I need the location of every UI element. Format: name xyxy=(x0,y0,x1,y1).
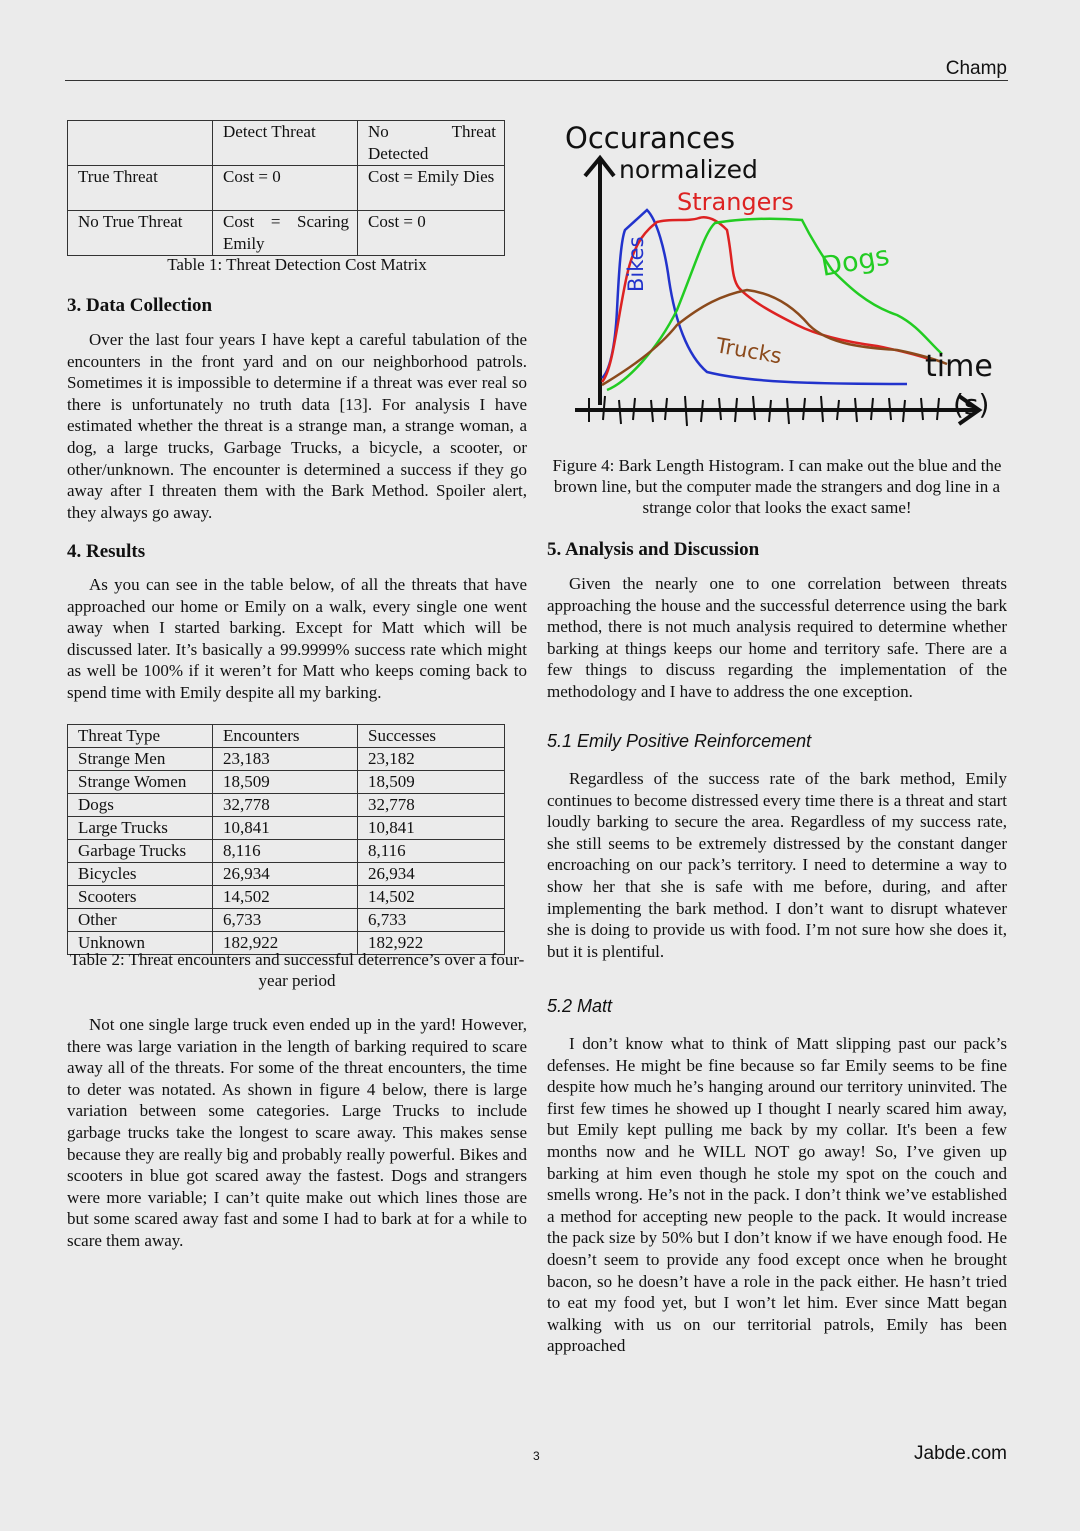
table-header-row xyxy=(68,725,505,748)
section-4-heading: 4. Results xyxy=(67,541,146,562)
table2-caption: Table 2: Threat encounters and successful deterrence’s over a four-year period xyxy=(69,950,525,990)
table-cell: Bicycles xyxy=(68,863,213,886)
running-header: Champ xyxy=(945,58,1007,79)
table-row xyxy=(68,211,505,256)
table-cell: 14,502 xyxy=(358,886,505,909)
table-cell: No Threat Detected xyxy=(358,121,505,166)
page-number: 3 xyxy=(533,1449,540,1463)
table-cell: 14,502 xyxy=(213,886,358,909)
cost-matrix-table xyxy=(67,120,505,256)
table-row xyxy=(68,817,505,840)
bikes-label: Bikes xyxy=(624,236,648,292)
table-row xyxy=(68,794,505,817)
table-cell: Scooters xyxy=(68,886,213,909)
table-cell: 23,183 xyxy=(213,748,358,771)
y-axis-label-line2: normalized xyxy=(619,155,758,184)
subsection-5-1-body: Regardless of the success rate of the bark method, Emily continues to become distressed every time there is a threat and start loudly barking to secure the area. Regardless of my success rate, she still seems to be extremely distressed by the constant danger encroaching on our pack’s territory. I need to determine a way to show her that she is safe with me before, during, and after implementing the bark method. I don’t want to disrupt whatever she is doing to provide us with food. I’m not sure how she does it, but it is plentiful. xyxy=(547,769,1007,961)
table-cell: Cost = 0 xyxy=(358,211,505,256)
section-5-body: Given the nearly one to one correlation between threats approaching the house and the successful deterrence using the bark method, there is not much analysis required to determine whether barking at things keeps our home and territory safe. There are a few things to discuss regarding the implementation of the methodology and I have to address the one exception. xyxy=(547,574,1007,701)
table-cell: Cost = Scaring Emily xyxy=(213,211,358,256)
table-cell: Strange Women xyxy=(68,771,213,794)
section-4-body-continued: Not one single large truck even ended up in the yard! However, there was large variation in the length of barking required to scare away all of the threats. For some of the threat encounters, the time to deter was notated. As shown in figure 4 below, there is large variation between some categories. Large Trucks to include garbage trucks take the longest to scare away. This makes sense because they are really big and probably really powerful. Bikes and scooters in blue got scared away the fastest. Dogs and strangers were more variable; I can’t quite make out which lines those are but some scared away fast and some I had to bark at for a while to scare them away. xyxy=(67,1015,527,1250)
strangers-label: Strangers xyxy=(677,188,794,216)
section-3-heading: 3. Data Collection xyxy=(67,295,213,316)
table-cell: 10,841 xyxy=(213,817,358,840)
table-cell: 182,922 xyxy=(213,932,358,955)
table-cell xyxy=(68,121,213,166)
column-header: Successes xyxy=(358,725,505,748)
column-header: Encounters xyxy=(213,725,358,748)
table-row xyxy=(68,863,505,886)
table-cell: 23,182 xyxy=(358,748,505,771)
trucks-curve xyxy=(602,290,947,385)
table-cell: No True Threat xyxy=(68,211,213,256)
table-cell: 6,733 xyxy=(358,909,505,932)
section-5-heading: 5. Analysis and Discussion xyxy=(547,539,760,560)
table-row xyxy=(68,840,505,863)
trucks-label: Trucks xyxy=(714,333,784,369)
table-row xyxy=(68,886,505,909)
table-cell: 18,509 xyxy=(358,771,505,794)
table-cell: Strange Men xyxy=(68,748,213,771)
header-rule xyxy=(65,80,1008,81)
table1-caption: Table 1: Threat Detection Cost Matrix xyxy=(167,255,427,274)
table-cell: Detect Threat xyxy=(213,121,358,166)
table-row xyxy=(68,166,505,211)
subsection-5-1-heading: 5.1 Emily Positive Reinforcement xyxy=(547,731,812,751)
table-cell: Garbage Trucks xyxy=(68,840,213,863)
table-cell: 6,733 xyxy=(213,909,358,932)
section-3-body: Over the last four years I have kept a careful tabulation of the encounters in the front yard and on our neighborhood patrols. Sometimes it is impossible to determine if a threat was ever real so there is unfortunately no truth data [13]. For analysis I have estimated whether the threat is a strange man, a strange woman, a dog, a large trucks, Garbage Trucks, a bicycle, a scooter, or other/unknown. The encounter is determined a success if they go away after I threaten them with the Bark Method. Spoiler alert, they always go away. xyxy=(67,330,527,522)
table-cell: 8,116 xyxy=(213,840,358,863)
column-header: Threat Type xyxy=(68,725,213,748)
table-cell: 26,934 xyxy=(213,863,358,886)
subsection-5-2-body: I don’t know what to think of Matt slipping past our pack’s defenses. He might be fine because so far Emily seems to be fine despite how much he’s hanging around our territory uninvited. The first few times he showed up I thought I nearly scared him away, but Emily kept pulling me back by my collar. It's been a few months now and he WILL NOT go away! So, I’ve given up barking at him even though he stole my spot on the couch and smells wrong. He’s not in the pack. I don’t think we’ve established a method for accepting new people to the pack. It would increase the pack size by 50% but I don’t know if we have enough food. He doesn’t seem to provide any food except once when he brought bacon, so he doesn’t have a role in the pack either. He hasn’t tried to eat my food yet, but I won’t let him. Ever since Matt began walking with us on our territorial patrols, Emily has been approached xyxy=(547,1034,1007,1356)
bark-length-histogram xyxy=(547,110,1007,440)
table-cell: True Threat xyxy=(68,166,213,211)
table-cell: Unknown xyxy=(68,932,213,955)
table-cell: Large Trucks xyxy=(68,817,213,840)
table-cell: 10,841 xyxy=(358,817,505,840)
x-axis-label: time xyxy=(925,349,993,384)
table-row xyxy=(68,121,505,166)
y-axis-label: Occurances xyxy=(565,121,736,155)
table-cell: 8,116 xyxy=(358,840,505,863)
dogs-label: Dogs xyxy=(818,240,892,283)
table-cell: 182,922 xyxy=(358,932,505,955)
table-row xyxy=(68,748,505,771)
table-row xyxy=(68,909,505,932)
subsection-5-2-heading: 5.2 Matt xyxy=(547,996,613,1016)
table-cell: Cost = Emily Dies xyxy=(358,166,505,211)
section-4-body: As you can see in the table below, of all the threats that have approached our home or Emily on a walk, every single one went away when I started barking. Except for Matt which will be discussed later. It’s basically a 99.9999% success rate which might as well be 100% if it weren’t for Matt who keeps coming back to spend time with Emily despite all my barking. xyxy=(67,575,527,702)
table-cell: 32,778 xyxy=(213,794,358,817)
table-cell: 32,778 xyxy=(358,794,505,817)
table-cell: 26,934 xyxy=(358,863,505,886)
table-cell: Cost = 0 xyxy=(213,166,358,211)
x-axis-label-line2: (s) xyxy=(953,388,990,421)
table-row xyxy=(68,771,505,794)
table-cell: Other xyxy=(68,909,213,932)
threat-encounters-table xyxy=(67,724,505,955)
figure4-caption: Figure 4: Bark Length Histogram. I can make out the blue and the brown line, but the computer made the strangers and dog line in a strange color that looks the exact same! xyxy=(552,456,1002,517)
footer-site: Jabde.com xyxy=(914,1443,1007,1464)
table-cell: 18,509 xyxy=(213,771,358,794)
table-cell: Dogs xyxy=(68,794,213,817)
